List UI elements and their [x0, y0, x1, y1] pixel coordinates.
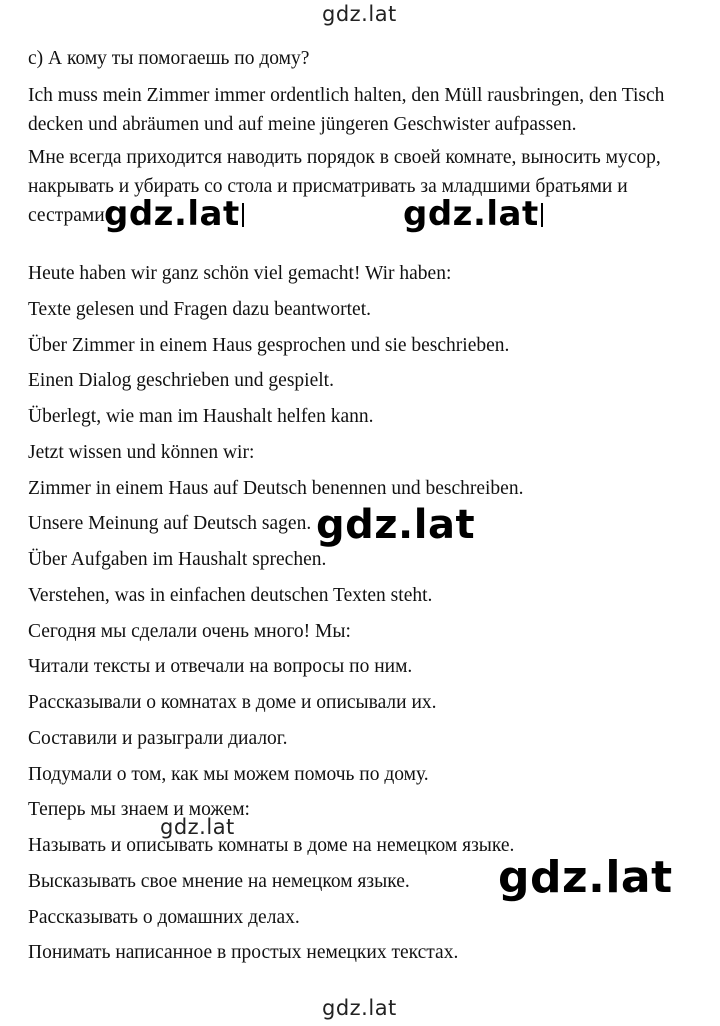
summary-line-10: Verstehen, was in einfachen deutschen Texten steht. [28, 585, 433, 606]
watermark-bottom-right: gdz.lat [498, 852, 673, 903]
summary-line-12: Читали тексты и отвечали на вопросы по ним. [28, 656, 413, 677]
summary-line-9: Über Aufgaben im Haushalt sprechen. [28, 549, 327, 570]
summary-line-6: Jetzt wissen und können wir: [28, 442, 255, 463]
summary-line-15: Подумали о том, как мы можем помочь по дому. [28, 764, 429, 785]
summary-line-1: Heute haben wir ganz schön viel gemacht! Wir haben: [28, 263, 452, 284]
summary-line-14: Составили и разыграли диалог. [28, 728, 288, 749]
summary-line-7: Zimmer in einem Haus auf Deutsch benennen und beschreiben. [28, 478, 524, 499]
summary-line-8: Unsere Meinung auf Deutsch sagen. [28, 513, 312, 534]
summary-line-17: Называть и описывать комнаты в доме на немецком языке. [28, 835, 515, 856]
summary-line-18: Высказывать свое мнение на немецком языке. [28, 871, 410, 892]
watermark-left: gdz.lat [104, 197, 244, 231]
answer-german: Ich muss mein Zimmer immer ordentlich halten, den Müll rausbringen, den Tisch decken und abräumen und auf meine jüngeren Geschwister aufpassen. [28, 85, 665, 135]
answer-russian: Мне всегда приходится наводить порядок в своей комнате, выносить мусор, накрывать и убирать со стола и присматривать за младшими братьями и сестрами [28, 147, 661, 226]
summary-line-16: Теперь мы знаем и можем: [28, 799, 250, 820]
watermark-center: gdz.lat [316, 502, 476, 548]
summary-line-2: Texte gelesen und Fragen dazu beantwortet. [28, 299, 372, 320]
summary-line-3: Über Zimmer in einem Haus gesprochen und sie beschrieben. [28, 335, 510, 356]
question-heading: с) А кому ты помогаешь по дому? [28, 48, 310, 69]
watermark-bottom: gdz.lat [322, 996, 397, 1020]
watermark-top: gdz.lat [322, 2, 397, 26]
summary-line-20: Понимать написанное в простых немецких текстах. [28, 942, 459, 963]
watermark-small-left: gdz.lat [160, 815, 235, 839]
summary-line-5: Überlegt, wie man im Haushalt helfen kann. [28, 406, 374, 427]
watermark-right: gdz.lat [403, 197, 543, 231]
summary-line-19: Рассказывать о домашних делах. [28, 907, 300, 928]
summary-line-13: Рассказывали о комнатах в доме и описывали их. [28, 692, 437, 713]
summary-line-11: Сегодня мы сделали очень много! Мы: [28, 621, 351, 642]
summary-line-4: Einen Dialog geschrieben und gespielt. [28, 370, 334, 391]
